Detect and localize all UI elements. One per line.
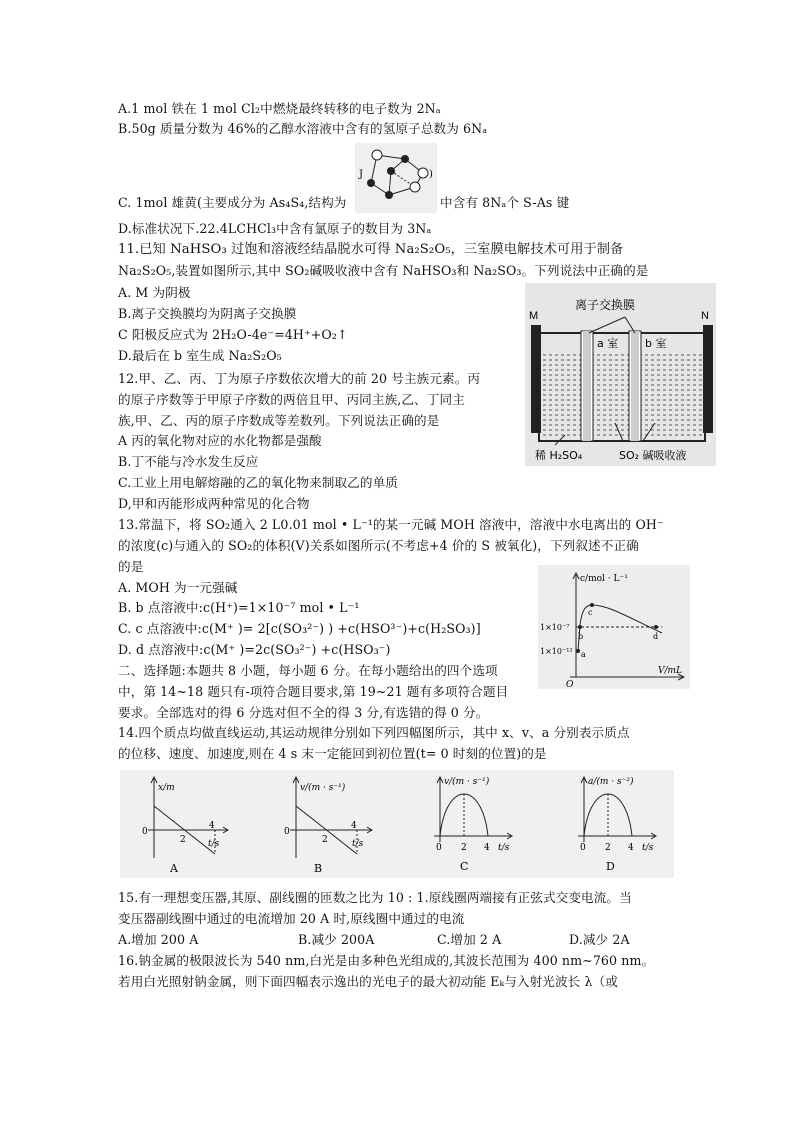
graph-b-xlabel: t/s (352, 839, 364, 849)
graph-b-letter: B (314, 862, 323, 875)
q10-option-c-post: 中含有 8Nₐ个 S-As 键 (440, 195, 570, 210)
q13-stem-line1: 13.常温下，将 SO₂通入 2 L0.01 mol • L⁻¹的某一元碱 MOH 溶液中，溶液中水电离出的 OH⁻ (118, 517, 664, 532)
graph-origin: O (566, 680, 574, 689)
q10-option-d: D.标准状况下.22.4LCHCl₃中含有氯原子的数目为 3Nₐ (118, 221, 432, 236)
q11-option-d: D.最后在 b 室生成 Na₂S₂O₅ (118, 348, 282, 363)
q10-option-c-pre: C. 1mol 雄黄(主要成分为 As₄S₄,结构为 (118, 195, 347, 210)
graph-b-tick4: 4 (351, 821, 357, 831)
graph-a (142, 777, 228, 875)
electrode-m-label: M (529, 310, 539, 322)
electrolysis-cell-diagram (525, 283, 716, 466)
q13-option-a: A. MOH 为一元强碱 (118, 580, 238, 595)
graph-c (434, 776, 512, 873)
q13-stem-line3: 的是 (118, 559, 144, 574)
q12-option-a: A 丙的氧化物对应的水化物都是强酸 (118, 433, 322, 448)
q11-stem-line2: Na₂S₂O₅,装置如图所示,其中 SO₂碱吸收液中含有 NaHSO₃和 Na₂SO₃。下列说法中正确的是 (118, 263, 649, 278)
realgar-structure-diagram (355, 143, 437, 213)
q15-option-c: C.增加 2 A (437, 932, 502, 947)
graph-tick-lo: 1×10⁻¹² (540, 647, 573, 656)
point-b: b (578, 632, 584, 641)
graph-ylabel: c/mol · L⁻¹ (580, 574, 628, 584)
q12-option-c: C.工业上用电解熔融的乙的氧化物来制取乙的单质 (118, 475, 398, 490)
graph-xlabel: V/mL (658, 666, 683, 676)
structure-label-left: J (359, 169, 364, 180)
graph-d-letter: D (606, 860, 615, 873)
section2-line3: 要求。全部选对的得 6 分选对但不全的得 3 分,有选错的得 0 分。 (118, 705, 489, 720)
graph-a-xlabel: t/s (208, 839, 220, 849)
graph-a-tick0: 0 (142, 827, 148, 837)
graph-tick-hi: 1×10⁻⁷ (540, 623, 570, 632)
graph-a-letter: A (170, 862, 178, 875)
section2-line1: 二、选择题:本题共 8 小题，每小题 6 分。在每小题给出的四个选项 (118, 663, 498, 678)
q12-stem-line1: 12.甲、乙、丙、丁为原子序数依次增大的前 20 号主族元素。丙 (118, 371, 481, 386)
q14-stem-line2: 的位移、速度、加速度,则在 4 s 末一定能回到初位置(t= 0 时刻的位置)的是 (118, 746, 547, 761)
room-a-label: a 室 (597, 337, 619, 350)
graph-b-ylabel: v/(m · s⁻¹) (300, 783, 346, 793)
graph-d-xlabel: t/s (642, 843, 654, 853)
q13-option-d: D. d 点溶液中:c(M⁺ )=2c(SO₃²⁻) +c(HSO₃⁻) (118, 642, 391, 657)
q16-stem-line2: 若用白光照射钠金属，则下面四幅表示逸出的光电子的最大初动能 Eₖ与入射光波长 λ（或 (118, 974, 618, 989)
q12-option-b: B.丁不能与冷水发生反应 (118, 454, 259, 469)
q14-stem-line1: 14.四个质点均做直线运动,其运动规律分别如下列四幅图所示，其中 x、v、a 分别表示质点 (118, 725, 630, 740)
q12-stem-line3: 族,甲、乙、丙的原子序数成等差数列。下列说法正确的是 (118, 413, 440, 428)
point-d: d (653, 632, 659, 641)
q16-stem-line1: 16.钠金属的极限波长为 540 nm,白光是由多种色光组成的,其波长范围为 400 nm~760 nm。 (118, 953, 655, 968)
graph-c-tick4: 4 (484, 843, 490, 853)
graph-a-tick2: 2 (180, 835, 186, 845)
graph-a-ylabel: x/m (158, 783, 175, 793)
q13-stem-line2: 的浓度(c)与通入的 SO₂的体积(V)关系如图所示(不考虑+4 价的 S 被氧化)，下列叙述不正确 (118, 538, 639, 553)
room-b-label: b 室 (645, 337, 667, 350)
electrode-n-label: N (701, 310, 709, 322)
point-c: c (588, 608, 593, 617)
q12-stem-line2: 的原子序数等于甲原子序数的两倍且甲、丙同主族,乙、丁同主 (118, 392, 465, 407)
graph-c-ylabel: v/(m · s⁻¹) (444, 777, 490, 787)
graph-d-tick2: 2 (605, 843, 611, 853)
q11-option-b: B.离子交换膜均为阴离子交换膜 (118, 306, 297, 321)
so2-absorbent-label: SO₂ 碱吸收液 (619, 449, 687, 462)
q15-option-d: D.减少 2A (569, 932, 630, 947)
section2-line2: 中，第 14~18 题只有-项符合题目要求,第 19~21 题有多项符合题目 (118, 684, 509, 699)
graph-d (578, 776, 656, 873)
graph-c-tick0: 0 (436, 843, 442, 853)
oh-concentration-graph (538, 565, 690, 689)
q15-option-a: A.增加 200 A (118, 932, 199, 947)
graph-b-tick2: 2 (322, 835, 328, 845)
graph-a-tick4: 4 (209, 821, 215, 831)
graph-c-tick2: 2 (461, 843, 467, 853)
point-a: a (581, 650, 586, 659)
graph-c-xlabel: t/s (498, 843, 510, 853)
q10-option-b: B.50g 质量分数为 46%的乙醇水溶液中含有的氢原子总数为 6Nₐ (118, 121, 488, 136)
q11-stem-line1: 11.已知 NaHSO₃ 过饱和溶液经结晶脱水可得 Na₂S₂O₅，三室膜电解技术可用于制备 (118, 242, 624, 257)
q14-graphs (120, 770, 674, 878)
q11-option-a: A. M 为阴极 (118, 285, 191, 300)
q10-option-a: A.1 mol 铁在 1 mol Cl₂中燃烧最终转移的电子数为 2Nₐ (118, 101, 441, 116)
structure-label-right: ) (429, 169, 433, 180)
graph-d-ylabel: a/(m · s⁻²) (588, 777, 634, 787)
graph-d-tick0: 0 (580, 843, 586, 853)
q15-option-b: B.减少 200A (298, 932, 375, 947)
q13-option-c: C. c 点溶液中:c(M⁺ )= 2[c(SO₃²⁻) ) +c(HSO³⁻)+c(H₂SO₃)] (118, 621, 481, 636)
q12-option-d: D,甲和丙能形成两种常见的化合物 (118, 496, 310, 511)
q13-option-b: B. b 点溶液中:c(H⁺)=1×10⁻⁷ mol • L⁻¹ (118, 600, 360, 615)
graph-d-tick4: 4 (628, 843, 634, 853)
graph-c-letter: C (460, 860, 469, 873)
graph-b (284, 777, 372, 875)
q15-stem-line2: 变压器副线圈中通过的电流增加 20 A 时,原线圈中通过的电流 (118, 911, 465, 926)
membrane-label: 离子交换膜 (575, 298, 636, 312)
q15-stem-line1: 15.有一理想变压器,其原、副线圈的匝数之比为 10 : 1.原线圈两端接有正弦式交变电流。当 (118, 890, 632, 905)
q11-option-c: C 阳极反应式为 2H₂O-4e⁻=4H⁺+O₂↑ (118, 327, 348, 342)
dilute-h2so4-label: 稀 H₂SO₄ (535, 449, 583, 462)
graph-b-tick0: 0 (284, 827, 290, 837)
